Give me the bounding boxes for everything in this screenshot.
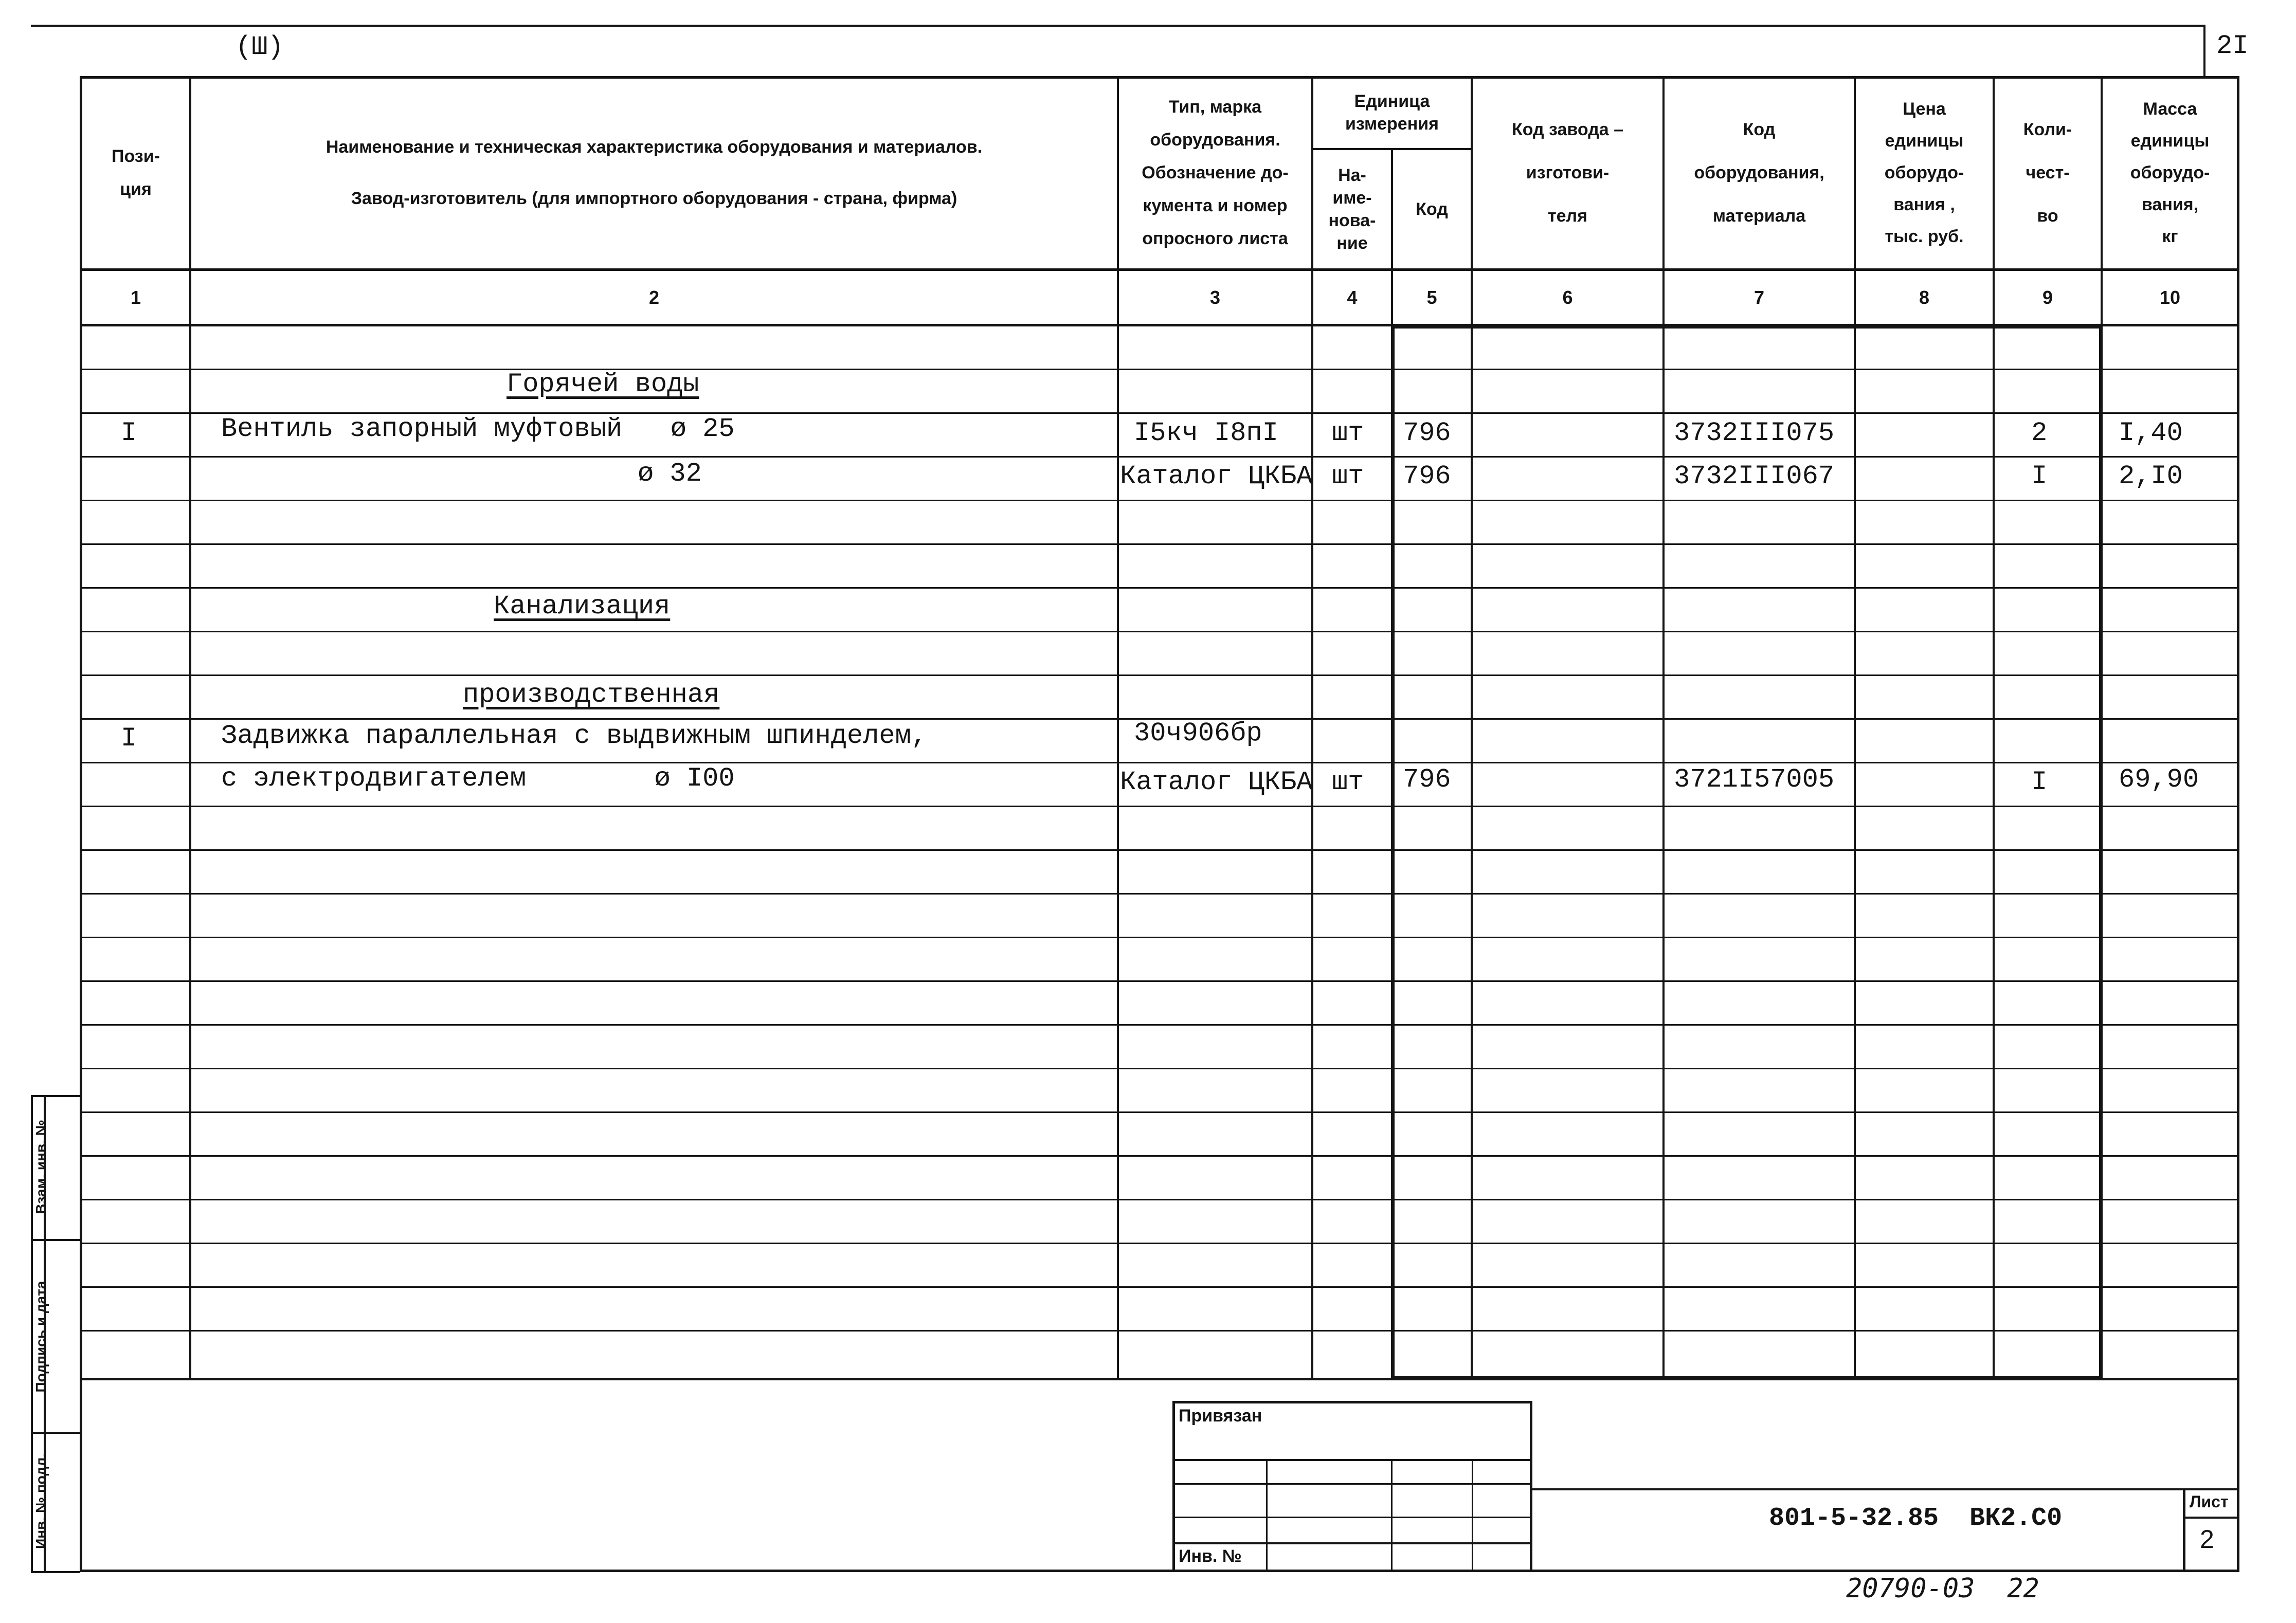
row-line: [80, 369, 2239, 370]
col-number-10: 10: [2159, 286, 2181, 308]
row-valve32-unit: шт: [1332, 461, 1364, 491]
row-valve-qty: 2: [2031, 418, 2048, 448]
header-type: Тип, марка оборудования. Обозначение до- кумента и номер опросного листа: [1142, 97, 1289, 248]
stamp-rule-1: [1172, 1459, 1532, 1461]
row-line: [80, 806, 2239, 807]
stamp-vline-2: [1391, 1459, 1393, 1572]
row-line: [80, 1243, 2239, 1244]
row-valve-unit: шт: [1332, 418, 1364, 448]
row-gate-name: Задвижка параллельная с выдвижным шпинделем,: [221, 721, 928, 751]
linked-label: Привязан: [1179, 1406, 1262, 1426]
title-block-rule: [1532, 1488, 2239, 1490]
row-valve32-type: Каталог ЦКБА: [1120, 461, 1313, 491]
col-number-9: 9: [2042, 286, 2053, 308]
header-name: Наименование и техническая характеристика оборудования и материалов. Завод-изготовитель (для импортного оборудования - страна, фирма): [326, 137, 983, 208]
col-number-6: 6: [1562, 286, 1573, 308]
top-marker: (Ш): [236, 32, 284, 62]
row-gate2-qty: I: [2031, 767, 2048, 797]
row-line: [80, 1155, 2239, 1157]
row-line: [80, 674, 2239, 676]
col-number-8: 8: [1919, 286, 1930, 308]
side-label-replace-inv: Взам. инв. №: [33, 1120, 49, 1214]
col-number-4: 4: [1347, 286, 1358, 308]
row-valve32-mass: 2,I0: [2119, 461, 2183, 491]
inv-label: Инв. №: [1179, 1546, 1242, 1566]
doc-code: 801-5-32.85 ВК2.С0: [1769, 1504, 2063, 1533]
top-rule: [31, 25, 2203, 27]
header-price: Цена единицы оборудо- вания , тыс. руб.: [1884, 99, 1964, 246]
row-line: [80, 500, 2239, 501]
header-position: Пози- ция: [112, 147, 160, 199]
sheet-label: Лист: [2190, 1492, 2229, 1511]
section-industrial: производственная: [463, 680, 720, 710]
row-line: [80, 980, 2239, 982]
col-number-7: 7: [1753, 286, 1765, 308]
page-corner-number: 2I: [2216, 31, 2249, 61]
row-gate2-code: 3721I57005: [1674, 764, 1835, 795]
sheet-number: 2: [2200, 1525, 2214, 1554]
col-number-2: 2: [648, 286, 660, 308]
row-line: [80, 631, 2239, 632]
row-line: [80, 1330, 2239, 1332]
row-line: [80, 1068, 2239, 1069]
header-unit-name: На- име- нова- ние: [1328, 166, 1376, 253]
header-factory-code: Код завода – изготови- теля: [1511, 120, 1624, 226]
section-sewerage: Канализация: [494, 591, 671, 622]
header-equipment-code: Код оборудования, материала: [1694, 120, 1824, 226]
row-line: [80, 1199, 2239, 1200]
row-line: [80, 893, 2239, 895]
row-gate-type: 30ч906бр: [1134, 718, 1262, 749]
row-valve-name: Вентиль запорный муфтовый ø 25: [221, 414, 735, 444]
row-valve-pos: I: [121, 418, 137, 448]
stamp-rule-3: [1172, 1517, 1532, 1518]
table-bottom-rule: [80, 1378, 2239, 1380]
col-number-5: 5: [1426, 286, 1437, 308]
stamp-rule-4: [1172, 1542, 1532, 1544]
row-gate2-type: Каталог ЦКБА: [1120, 767, 1313, 797]
header-mass: Масса единицы оборудо- вания, кг: [2130, 99, 2210, 246]
row-valve32-ucode: 796: [1403, 461, 1451, 491]
row-valve32-name: ø 32: [638, 459, 702, 489]
side-label-original-inv: Инв. № подл.: [33, 1453, 49, 1549]
row-line: [80, 1024, 2239, 1026]
row-line: [80, 1111, 2239, 1113]
row-gate2-ucode: 796: [1403, 764, 1451, 795]
stamp-vline-3: [1472, 1459, 1473, 1572]
stamp-vline-1: [1266, 1459, 1268, 1572]
stamp-rule-2: [1172, 1483, 1532, 1485]
row-line: [80, 937, 2239, 938]
header-unit-group: Единица измерения: [1345, 92, 1439, 134]
row-valve-mass: I,40: [2119, 418, 2183, 448]
row-valve-type: I5кч I8пI: [1134, 418, 1278, 448]
corner-box-left: [2203, 25, 2205, 76]
side-label-signature-date: Подпись и дата: [33, 1281, 49, 1393]
col-number-3: 3: [1209, 286, 1221, 308]
row-valve-code: 3732III075: [1674, 418, 1835, 448]
row-gate2-mass: 69,90: [2119, 764, 2199, 795]
row-line: [80, 849, 2239, 851]
row-line: [80, 1286, 2239, 1288]
row-valve-ucode: 796: [1403, 418, 1451, 448]
row-valve32-code: 3732III067: [1674, 461, 1835, 491]
sheet-box-rule: [2183, 1517, 2239, 1519]
row-gate2-name: с электродвигателем ø I00: [221, 763, 735, 794]
row-valve32-qty: I: [2031, 461, 2048, 491]
section-hot-water: Горячей воды: [507, 369, 699, 399]
row-line: [80, 543, 2239, 545]
row-gate-pos: I: [121, 723, 137, 754]
header-unit-code: Код: [1416, 199, 1448, 219]
row-gate2-unit: шт: [1332, 767, 1364, 797]
header-quantity: Коли- чест- во: [2023, 120, 2072, 226]
col-number-1: 1: [130, 286, 141, 308]
bottom-archive-number: 20790-03 22: [1846, 1573, 2039, 1604]
row-line: [80, 587, 2239, 589]
